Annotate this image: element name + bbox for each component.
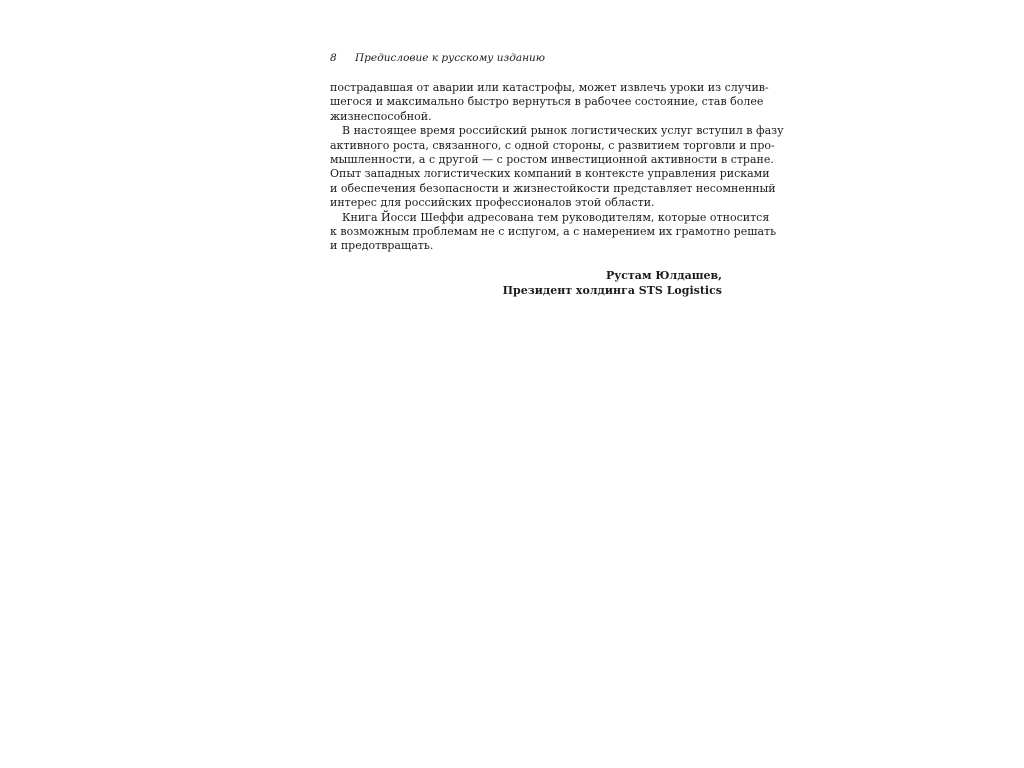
running-head [330,50,722,66]
text-line: жизнеспособной. [330,109,432,123]
text-line: В настоящее время российский рынок логистических услуг вступил в фазу [342,124,784,138]
text-line: активного роста, связанного, с одной стороны, с развитием торговли и про- [330,138,775,152]
signature [330,268,722,298]
text-line: Книга Йосси Шеффи адресована тем руководителям, которые относится [342,210,770,224]
text-line: и обеспечения безопасности и жизнестойкости представляет несомненный [330,181,776,195]
page-number: 8 [330,52,337,64]
text-line: к возможным проблемам не с испугом, а с намерением их грамотно решать [330,224,777,238]
body-text [330,81,784,254]
text-line: интерес для российских профессионалов этой области. [330,196,655,210]
text-line: мышленности, а с другой — с ростом инвестиционной активности в стране. [330,152,774,166]
signature-title: Президент холдинга STS Logistics [502,284,722,297]
text-line: пострадавшая от аварии или катастрофы, может извлечь уроки из случив- [330,81,769,94]
text-line: и предотвращать. [330,239,434,253]
text-line: шегося и максимально быстро вернуться в рабочее состояние, став более [330,95,764,109]
text-line: Опыт западных логистических компаний в контексте управления рисками [330,167,770,181]
signature-name: Рустам Юлдашев, [605,269,722,282]
running-title: Предисловие к русскому изданию [355,52,546,64]
